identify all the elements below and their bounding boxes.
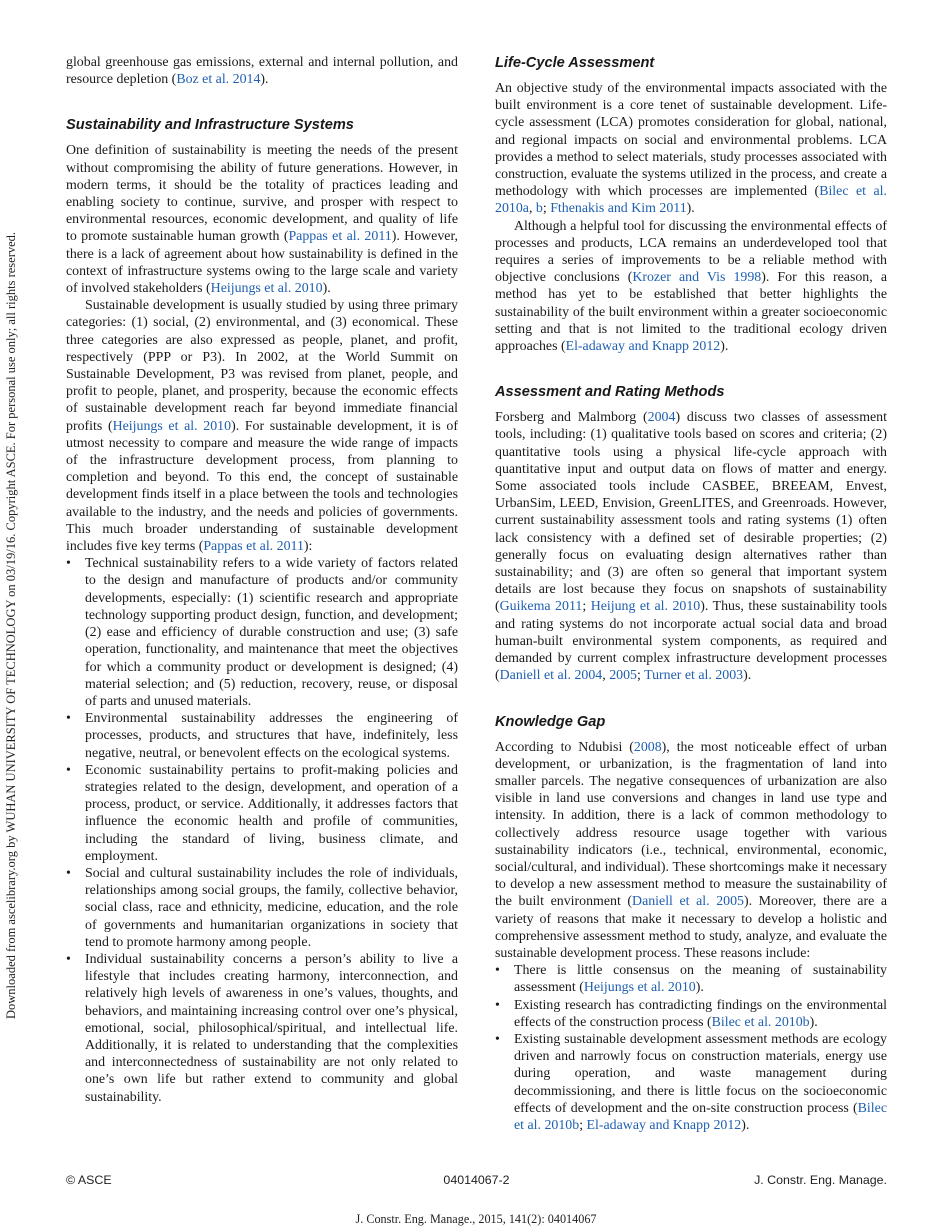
article-citation: J. Constr. Eng. Manage., 2015, 141(2): 04014067 (355, 1212, 597, 1226)
reference-link[interactable]: El-adaway and Knapp 2012 (586, 1117, 742, 1133)
reference-link[interactable]: 2008 (633, 739, 662, 755)
paragraph: Forsberg and Malmborg (2004) discuss two classes of assessment tools, including: (1) qualitative tools based on scores and criteria; (2) quantitative tools using a physical life-cycle approach with quantitative input and output data on flows of matter and energy. Some associated tools include CASBEE, BREEAM, Envest, UrbanSim, LEED, Envision, GreenLITES, and Greenroads. However, current sustainability assessment tools and rating systems (1) often lack consistency with a defined set of desirable properties; (2) generally focus on evaluating design alternatives rather than sustainability; and (3) are often so general that important system details are lost because they focus on snapshots of sustainability (Guikema 2011; Heijung et al. 2010). Thus, these sustainability tools and rating systems do not incorporate actual social data and broad human-built environmental system components, as required and demanded by current complex infrastructure development processes (Daniell et al. 2004, 2005; Turner et al. 2003). (495, 410, 887, 684)
reference-link[interactable]: Heijungs et al. 2010 (112, 418, 232, 434)
page-number: 04014067-2 (443, 1173, 510, 1187)
bullet-glyph: • (495, 997, 500, 1013)
reference-link[interactable]: 2005 (609, 668, 637, 684)
list-item: • Existing research has contradicting findings on the environmental effects of the construction process (Bilec et al. 2010b). (495, 997, 887, 1030)
list-item: • Environmental sustainability addresses the engineering of processes, products, and structures that have, indefinitely, less negative, neutral, or benevolent effects on the ecological systems. (66, 711, 458, 761)
bullet-glyph: • (66, 711, 71, 727)
intro-paragraph: global greenhouse gas emissions, external and internal pollution, and resource depletion (Boz et al. 2014). (66, 55, 458, 88)
bullet-glyph: • (66, 865, 71, 881)
bullet-glyph: • (495, 963, 500, 979)
section-heading-assessment: Assessment and Rating Methods (495, 384, 725, 401)
bullet-glyph: • (66, 951, 71, 967)
reference-link[interactable]: Turner et al. 2003 (644, 668, 744, 684)
list-item: • There is little consensus on the meaning of sustainability assessment (Heijungs et al. 2010). (495, 963, 887, 996)
download-notice (2, 40, 18, 1040)
section-heading-lca: Life-Cycle Assessment (495, 55, 655, 71)
list-item: • Technical sustainability refers to a wide variety of factors related to the design and manufacture of products and/or community developments, especially: (1) scientific research and appropriate technology supporting product design, function, and development; (2) ease and efficiency of durable construction and use; (3) safe operation, functionality, and maintenance that meet the objectives for which a community product or development is designed; (4) material selection; and (5) reduction, recovery, reuse, or disposal of parts and unused materials. (66, 556, 458, 709)
list-item: • Existing sustainable development assessment methods are ecology driven and narrowly focus on construction materials, energy use during operation, and waste management during decommissioning, and there is little focus on the socioeconomic effects of development and the on-site construction process (Bilec et al. 2010b; El-adaway and Knapp 2012). (495, 1031, 887, 1133)
paragraph: According to Ndubisi (2008), the most noticeable effect of urban development, or urbanization, is the fragmentation of land into smaller parcels. The negative consequences of urbanization are also visible in land use conversions and changes in land use type and intensity. In addition, there is a lack of common methodology to collectively address resource usage together with various sustainability indicators (i.e., technical, environmental, economic, social/cultural, and individual). These shortcomings make it necessary to develop a new assessment method to measure the sustainability of the built environment (Daniell et al. 2005). Moreover, there are a variety of reasons that make it necessary to develop a holistic and comprehensive assessment method to study, analyze, and evaluate the sustainable development process. These reasons include: (495, 739, 887, 961)
reference-link[interactable]: b (535, 201, 543, 217)
reference-link[interactable]: 2004 (647, 410, 676, 426)
reference-link[interactable]: Daniell et al. 2005 (632, 894, 744, 910)
reference-link[interactable]: Krozer and Vis 1998 (632, 270, 762, 286)
reference-link[interactable]: Heijungs et al. 2010 (210, 281, 323, 297)
reference-link[interactable]: Heijungs et al. 2010 (583, 980, 696, 996)
download-notice-text: Downloaded from ascelibrary.org by WUHAN UNIVERSITY OF TECHNOLOGY on 03/19/16. Copyright ASCE. For personal use only; all rights reserved. (4, 231, 18, 1019)
reference-link[interactable]: Pappas et al. 2011 (203, 539, 304, 555)
reference-link[interactable]: Guikema 2011 (499, 599, 583, 615)
reference-link[interactable]: Bilec et al. 2010a (495, 184, 887, 217)
paragraph: Although a helpful tool for discussing the environmental effects of processes and products, LCA remains an underdeveloped tool that requires a series of improvements to be a reliable method with objective conclusions (Krozer and Vis 1998). For this reason, a method has yet to be established that better highlights the sustainability of the built environment within a greater socioeconomic setting and that is not limited to the traditional ecology driven approaches (El-adaway and Knapp 2012). (495, 218, 887, 355)
reference-link[interactable]: Pappas et al. 2011 (288, 229, 392, 245)
left-column (66, 54, 458, 1106)
bullet-glyph: • (66, 762, 71, 778)
reference-link[interactable]: El-adaway and Knapp 2012 (565, 339, 721, 355)
bullet-glyph: • (495, 1031, 500, 1047)
reference-link[interactable]: Daniell et al. 2004 (499, 668, 603, 684)
reference-link[interactable]: Boz et al. 2014 (176, 72, 261, 88)
reference-link[interactable]: Heijung et al. 2010 (590, 599, 701, 615)
bullet-list (495, 962, 887, 1134)
list-item: • Social and cultural sustainability includes the role of individuals, relationships among social groups, the family, collective behavior, social class, race and ethnicity, medicine, education, and the role of governments and humanitarian organizations in society that tend to promote harmony among people. (66, 865, 458, 950)
paragraph: Sustainable development is usually studied by using three primary categories: (1) social, (2) environmental, and (3) economical. These three categories are also expressed as people, planet, and profit, respectively (PPP or P3). In 2002, at the World Summit on Sustainable Development, P3 was revised from planet, people, and profit to people, planet, and prosperity, because the economic effects of sustainable development reach far beyond immediate financial profits (Heijungs et al. 2010). For sustainable development, it is of utmost necessity to compare and measure the wide range of impacts of the infrastructure development process, from planning to completion and beyond. To this end, the concept of sustainable development finds itself in a place between the tools and technologies available to the industry, and the needs and policies of governments. This much broader understanding of sustainable development includes five key terms (Pappas et al. 2011): (66, 298, 458, 555)
copyright-label: © ASCE (66, 1173, 112, 1187)
reference-link[interactable]: Bilec et al. 2010b (711, 1014, 810, 1030)
section-heading-knowledge-gap: Knowledge Gap (495, 713, 606, 730)
paragraph: One definition of sustainability is meeting the needs of the present without compromising the ability of future generations. However, in modern terms, it should be the totality of practices leading and enabling society to continue, survive, and prosper with respect to environmental resources, economic development, and quality of life to promote sustainable human growth (Pappas et al. 2011). However, there is a lack of agreement about how sustainability is defined in the context of infrastructure systems owing to the large scale and variety of involved stakeholders (Heijungs et al. 2010). (66, 143, 458, 297)
paragraph: An objective study of the environmental impacts associated with the built environment is a core tenet of sustainable development. Life-cycle assessment (LCA) promotes consideration for global, national, and regional impacts on social and environmental problems. LCA provides a method to select materials, study processes associated with construction, evaluate the systems utilized in the process, and create a methodology with which processes are implemented (Bilec et al. 2010a, b; Fthenakis and Kim 2011). (495, 81, 887, 217)
reference-link[interactable]: Fthenakis and Kim 2011 (550, 201, 687, 217)
journal-name: J. Constr. Eng. Manage. (754, 1173, 887, 1187)
section-heading-sustainability: Sustainability and Infrastructure Systems (66, 117, 354, 134)
bullet-glyph: • (66, 556, 71, 572)
bullet-list (66, 555, 458, 1106)
right-column (495, 54, 887, 1134)
reference-link[interactable]: Bilec et al. 2010b (514, 1100, 887, 1133)
list-item: • Individual sustainability concerns a person’s ability to live a lifestyle that includes creating harmony, interconnection, and relatively high levels of awareness in one’s values, thoughts, and behaviors, and maintaining increasing control over one’s physical, emotional, social, philosophical/spiritual, and intellectual life. Additionally, it is related to understanding that the complexities and interconnectedness of sustainability are not only related to one’s own life but rather extend to community and global sustainability. (66, 951, 458, 1105)
list-item: • Economic sustainability pertains to profit-making policies and strategies related to the design, development, and operation of a process, product, or service. Additionally, it addresses factors that influence the economic health and profile of communities, including the standard of living, business climate, and employment. (66, 762, 458, 864)
